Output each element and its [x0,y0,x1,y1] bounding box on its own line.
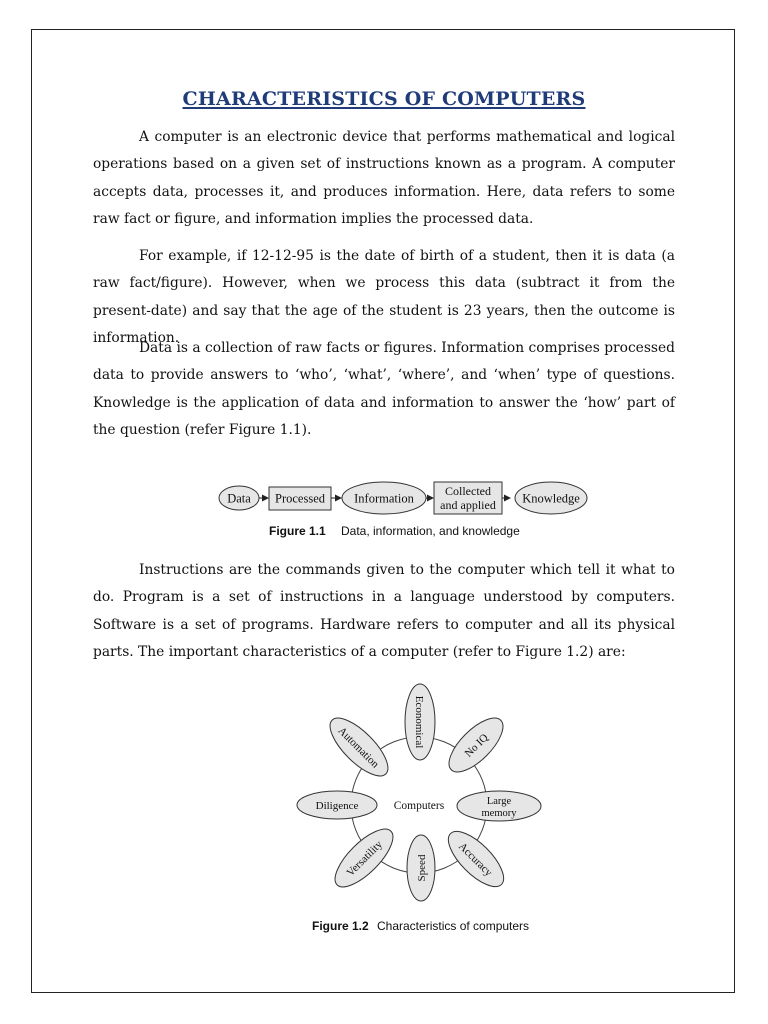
svg-text:Economical: Economical [413,695,425,749]
center-label: Computers [393,800,445,812]
node-processed [269,487,331,510]
node-collected-and-applied [434,482,502,514]
petal-diligence [297,791,377,819]
petal-speed [407,835,435,901]
svg-text:Information: Information [354,491,414,506]
svg-text:Speed: Speed [416,854,428,882]
figure-1-1-caption-number: Figure 1.1 [269,524,326,538]
paragraph-data-example: For example, if 12-12-95 is the date of birth of a student, then it is data (a raw fact/figure). However, when we process this data (subtract it from the present-date) and say that the age of the student is 23 years, then the outcome is information. [93,248,675,346]
figure-1-1-caption-text: Data, information, and knowledge [341,524,520,538]
figure-1-2-diagram [280,680,560,940]
node-knowledge [515,482,587,514]
svg-text:Knowledge: Knowledge [522,491,580,506]
petal-accuracy [440,823,512,895]
svg-text:Accuracy: Accuracy [456,840,495,879]
figure-1-1-diagram [210,476,600,546]
node-information [342,482,426,514]
svg-text:Automation: Automation [335,724,382,771]
petal-economical [405,684,435,760]
petal-versatility [327,821,402,896]
svg-text:Diligence: Diligence [315,800,359,812]
figure-1-2-caption-text: Characteristics of computers [377,919,530,933]
svg-text:and applied: and applied [440,498,496,512]
svg-text:No IQ: No IQ [462,731,491,760]
svg-text:Versatility: Versatility [344,838,385,879]
paragraph-computer-definition: A computer is an electronic device that performs mathematical and logical operations based on a given set of instructions known as a program. A computer accepts data, processes it, and produces information. Here, data refers to some raw fact or figure, and information implies the processed data. [93,129,675,227]
petal-large-memory [457,791,541,821]
svg-text:Data: Data [227,491,251,506]
svg-text:Large: Large [486,796,512,807]
paragraph-data-information-knowledge: Data is a collection of raw facts or figures. Information comprises processed data to provide answers to ‘who’, ‘what’, ‘where’, and ‘when’ type of questions. Knowledge is the application of data and information to answer the ‘how’ part of the question (refer Figure 1.1). [93,340,675,438]
svg-text:Collected: Collected [445,484,491,498]
page-title: CHARACTERISTICS OF COMPUTERS [182,88,586,110]
figure-1-2-caption-number: Figure 1.2 [312,919,369,933]
svg-text:memory: memory [481,808,517,819]
paragraph-instructions-program: Instructions are the commands given to the computer which tell it what to do. Program is a set of instructions in a language understood by computers. Software is a set of programs. Hardware refers to computer and all its physical parts. The important characteristics of a computer (refer to Figure 1.2) are: [93,562,675,660]
node-data [219,486,259,510]
svg-text:Processed: Processed [275,491,325,506]
